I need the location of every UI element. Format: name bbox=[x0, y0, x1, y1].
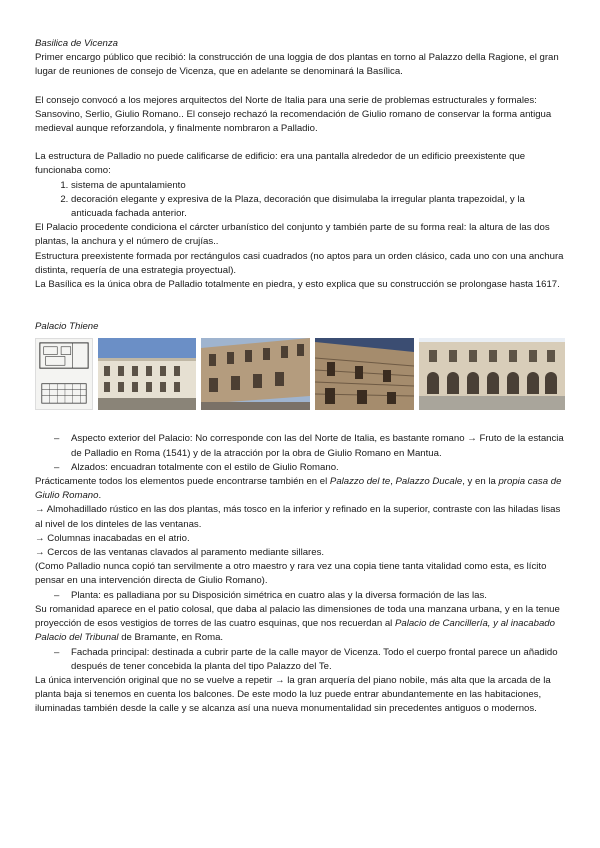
thiene-romanidad-paragraph: Su romanidad aparece en el patio colosal, que daba al palacio las dimensiones de toda una manzana urbana, y en la tenue proyección de esos vestigios de torres de las cuatro esquinas, que nos recuerdan al Palacio de Cancillería, y al inacabado Palacio del Tribunal de Bramante, en Roma. bbox=[35, 603, 560, 644]
rusticated-facade-photo bbox=[315, 338, 414, 410]
courtyard-photo bbox=[419, 338, 565, 410]
thiene-bullets-1 bbox=[35, 432, 567, 475]
list-item: – Alzados: encuadran totalmente con el estilo de Giulio Romano. bbox=[71, 461, 567, 475]
photo-strip bbox=[35, 338, 567, 412]
section-title-thiene: Palacio Thiene bbox=[35, 321, 99, 333]
basilica-paragraph-6: La Basílica es la única obra de Palladio totalmente en piedra, y esto explica que su construcción se prolongase hasta 1617. bbox=[35, 279, 560, 291]
basilica-numbered-list bbox=[35, 179, 567, 222]
thiene-parenthetical: (Como Palladio nunca copió tan servilmente a otro maestro y rara vez una copia tiene tanta vitalidad como esta, es lícito pensar en una intervención directa de Giulio Romano). bbox=[35, 561, 547, 587]
section-title-basilica: Basilica de Vicenza bbox=[35, 38, 119, 49]
list-item: 1. sistema de apuntalamiento bbox=[71, 179, 567, 193]
basilica-paragraph-3: La estructura de Palladio no puede calificarse de edificio: era una pantalla alrededor de un edificio preexistente que funcionaba como: bbox=[35, 151, 526, 177]
thiene-arrow-1: → Almohadillado rústico en las dos plantas, más tosco en la inferior y refinado en la superior, contraste con las hiladas lisas al nivel de los dinteles de las ventanas. bbox=[35, 504, 561, 530]
thiene-arrow-3: → Cercos de las ventanas clavados al paramento mediante sillares. bbox=[35, 547, 325, 559]
list-item: – Fachada principal: destinada a cubrir parte de la calle mayor de Vicenza. Todo el cuerpo frontal parece un añadido después de tener concebida la planta del tipo Palazzo del Te. bbox=[71, 646, 567, 674]
list-item: – Aspecto exterior del Palacio: No corresponde con las del Norte de Italia, es bastante romano → Fruto de la estancia de Palladio en Roma (1541) y de la atracción por la obra de Giulio Romano en Mantua. bbox=[71, 432, 567, 460]
palace-exterior-photo-1 bbox=[98, 338, 196, 410]
basilica-paragraph-4: El Palacio procedente condiciona el cárcter urbanístico del conjunto y también parte de su forma real: la altura de las dos plantas, la anchura y el número de crujías.. bbox=[35, 222, 550, 248]
thiene-bullet-planta bbox=[35, 589, 567, 603]
basilica-paragraph-1: Primer encargo público que recibió: la construcción de una loggia de dos plantas en torno al Palazzo della Ragione, el gran lugar de reuniones de consejo de Vicenza, que en adelante se denominará la Basílica. bbox=[35, 52, 559, 78]
palace-exterior-photo-2 bbox=[201, 338, 310, 410]
list-item: 2. decoración elegante y expresiva de la Plaza, decoración que disimulaba la irregular planta trapezoidal, y la anticuada fachada anterior. bbox=[71, 193, 567, 221]
document-page bbox=[35, 37, 567, 717]
basilica-paragraph-2: El consejo convocó a los mejores arquitectos del Norte de Italia para una serie de problemas estructurales y formales: Sansovino, Serlio, Giulio Romano.. El consejo rechazó la recomendación de Giulio romano de conservar la forma antigua medieval aunque reforzandola, y finalmente nombraron a Palladio. bbox=[35, 94, 552, 135]
thiene-final-paragraph: La única intervención original que no se vuelve a repetir → la gran arquería del piano nobile, más alta que la arcada de la planta baja si tenemos en cuenta los balcones. De este modo la luz puede entrar abundantemente en las habitaciones, iluminadas también desde la calle y se alcanza así una nueva monumentalidad sin precedentes antiguos o modernos. bbox=[35, 674, 551, 715]
thiene-arrow-2: → Columnas inacabadas en el atrio. bbox=[35, 532, 190, 544]
basilica-paragraph-5: Estructura preexistente formada por rectángulos casi cuadrados (no aptos para un orden clásico, cada uno con una anchura distinta, requería de una estrategia proyectual). bbox=[35, 250, 564, 276]
thiene-elements-paragraph: Prácticamente todos los elementos puede encontrarse también en el Palazzo del te, Palazzo Ducale, y en la propia casa de Giulio Romano. bbox=[35, 476, 562, 502]
list-item: – Planta: es palladiana por su Disposición simétrica en cuatro alas y la diversa formación de las las. bbox=[71, 589, 567, 603]
floor-plan-image bbox=[35, 338, 93, 410]
thiene-bullet-fachada bbox=[35, 646, 567, 674]
